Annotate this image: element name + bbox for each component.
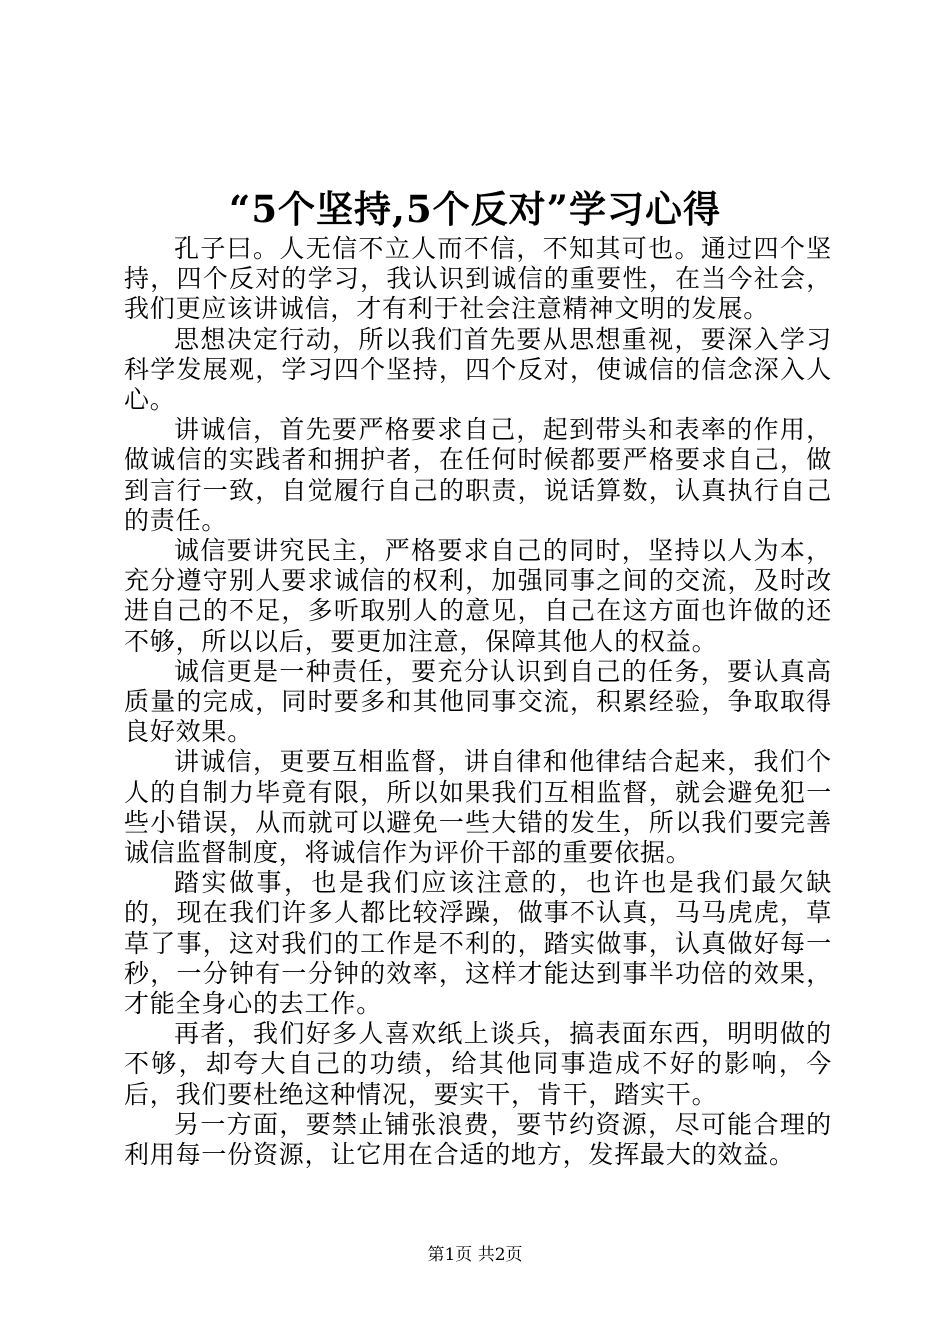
paragraph-9: 另一方面，要禁止铺张浪费，要节约资源，尽可能合理的利用每一份资源，让它用在合适的地方，发挥最大的效益。 xyxy=(124,1109,832,1170)
document-body xyxy=(124,234,832,1170)
page-number-footer: 第1页 共2页 xyxy=(427,1245,523,1265)
paragraph-1: 孔子曰。人无信不立人而不信，不知其可也。通过四个坚持，四个反对的学习，我认识到诚信的重要性，在当今社会，我们更应该讲诚信，才有利于社会注意精神文明的发展。 xyxy=(124,234,832,324)
document-title: “5个坚持,5个反对”学习心得 xyxy=(229,187,721,231)
paragraph-2: 思想决定行动，所以我们首先要从思想重视，要深入学习科学发展观，学习四个坚持，四个反对，使诚信的信念深入人心。 xyxy=(124,324,832,415)
paragraph-5: 诚信更是一种责任，要充分认识到自己的任务，要认真高质量的完成，同时要多和其他同事交流，积累经验，争取取得良好效果。 xyxy=(124,656,832,747)
paragraph-4: 诚信要讲究民主，严格要求自己的同时，坚持以人为本，充分遵守别人要求诚信的权利，加强同事之间的交流，及时改进自己的不足，多听取别人的意见，自己在这方面也许做的还不够，所以以后，要更加注意，保障其他人的权益。 xyxy=(124,536,832,656)
paragraph-3: 讲诚信，首先要严格要求自己，起到带头和表率的作用，做诚信的实践者和拥护者，在任何时候都要严格要求自己，做到言行一致，自觉履行自己的职责，说话算数，认真执行自己的责任。 xyxy=(124,415,832,535)
paragraph-8: 再者，我们好多人喜欢纸上谈兵，搞表面东西，明明做的不够，却夸大自己的功绩，给其他同事造成不好的影响，今后，我们要杜绝这种情况，要实干，肯干，踏实干。 xyxy=(124,1019,832,1109)
paragraph-7: 踏实做事，也是我们应该注意的，也许也是我们最欠缺的，现在我们许多人都比较浮躁，做事不认真，马马虎虎，草草了事，这对我们的工作是不利的，踏实做事，认真做好每一秒，一分钟有一分钟的效率，这样才能达到事半功倍的效果，才能全身心的去工作。 xyxy=(124,868,832,1019)
paragraph-6: 讲诚信，更要互相监督，讲自律和他律结合起来，我们个人的自制力毕竟有限，所以如果我们互相监督，就会避免犯一些小错误，从而就可以避免一些大错的发生，所以我们要完善诚信监督制度，将诚信作为评价干部的重要依据。 xyxy=(124,747,832,868)
